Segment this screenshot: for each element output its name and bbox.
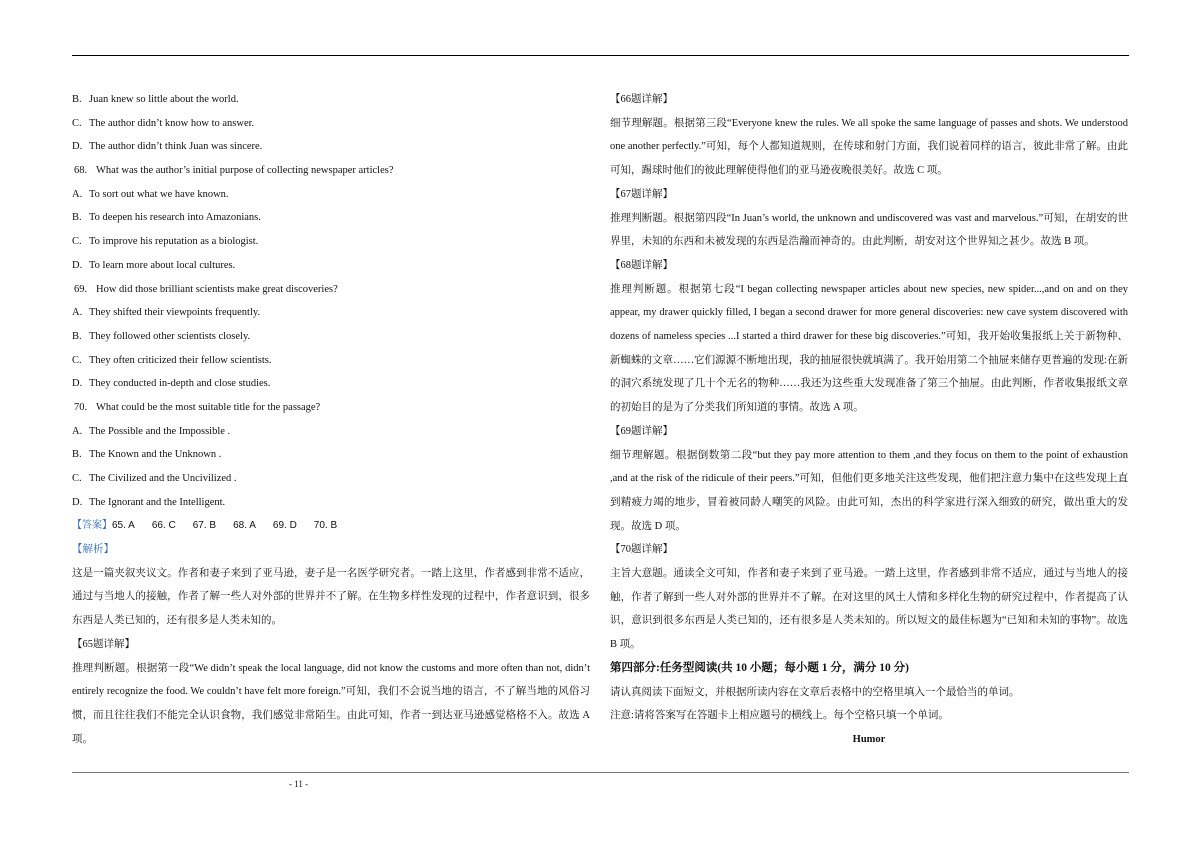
header-rule: [72, 55, 1129, 56]
q67-heading: 【67题详解】: [610, 188, 673, 200]
q69-explanation: 细节理解题。根据倒数第二段“but they pay more attention to them ,and they focus on them to the point of exhaustion ,and at the risk of the ridicule of their peers.”可知，但他们更多地关注这些发现，他们把注意力集中在这些发现上直到精疲力竭的地步，冒着被同龄人嘲笑的风险。由此可知，杰出的科学家进行深入细致的研究，做出重大的发现。故选 D 项。: [610, 449, 1128, 532]
q69-option-c: C. They often criticized their fellow scientists.: [72, 354, 272, 366]
answer-item: 67. B: [192, 520, 217, 532]
right-column: [610, 88, 1128, 752]
q66-explanation: 细节理解题。根据第三段“Everyone knew the rules. We all spoke the same language of passes and shots. We understood one another perfectly.”可知，每个人都知道规则，在传球和射门方面，我们说着同样的语言，彼此非常了解。由此可知，踢球时他们的彼此理解使得他们的亚马逊夜晚很美好。故选 C 项。: [610, 117, 1128, 177]
q69-option-b: B. They followed other scientists closely.: [72, 330, 251, 342]
answer-item: 70. B: [313, 520, 338, 532]
analysis-text: 这是一篇夹叙夹议文。作者和妻子来到了亚马逊，妻子是一名医学研究者。一踏上这里，作者感到非常不适应，通过与当地人的接触，作者了解一些人对外部的世界并不了解。在生物多样性发现的过程中，作者意识到，很多东西是人类已知的，还有很多是人类未知的。: [72, 567, 590, 627]
q68-heading: 【68题详解】: [610, 259, 673, 271]
q66-heading: 【66题详解】: [610, 94, 673, 105]
q65-heading: 【65题详解】: [72, 638, 135, 650]
q67-option-c: C. The author didn’t know how to answer.: [72, 117, 255, 129]
answer-item: 68. A: [233, 520, 256, 532]
question-69: [72, 278, 590, 396]
answer-item: 66. C: [151, 520, 176, 532]
q68-option-c: C. To improve his reputation as a biologist.: [72, 236, 259, 248]
q68-explanation: 推理判断题。根据第七段“I began collecting newspaper articles about new species, new spider...,and on and on they appear, my drawer quickly filled, I began a second drawer for more general discoveries: new cave system discovered with dozens of nameless species ...I started a third drawer for these big discoveries.”可知，我开始收集报纸上关于新物种、新蜘蛛的文章……它们源源不断地出现，我的抽屉很快就填满了。我开始用第二个抽屉来储存更普遍的发现:在新的洞穴系统发现了几十个无名的物种……我还为这些重大发现准备了第三个抽屉。由此判断，作者收集报纸文章的初始目的是为了分类我们所知道的事情。故选 A 项。: [610, 283, 1128, 414]
left-column: [72, 88, 590, 751]
q67-explanation: 推理判断题。根据第四段“In Juan’s world, the unknown and undiscovered was vast and marvelous.”可知，在胡安的世界里，未知的东西和未被发现的东西是浩瀚而神奇的。由此判断，胡安对这个世界知之甚少。故选 B 项。: [610, 212, 1128, 248]
passage-title: Humor: [852, 733, 886, 745]
q70-option-b: B. The Known and the Unknown .: [72, 449, 222, 461]
answer-key: [72, 514, 590, 538]
q70-stem: 70. What could be the most suitable title for the passage?: [74, 401, 321, 413]
q69-heading: 【69题详解】: [610, 425, 673, 437]
q70-option-d: D. The Ignorant and the Intelligent.: [72, 496, 226, 508]
section4-note: 注意:请将答案写在答题卡上相应题号的横线上。每个空格只填一个单词。: [610, 710, 949, 722]
answer-item: 69. D: [272, 520, 297, 532]
section4-instruction: 请认真阅读下面短文，并根据所读内容在文章后表格中的空格里填入一个最恰当的单词。: [610, 686, 1020, 698]
q65-explanation: 推理判断题。根据第一段“We didn’t speak the local language, did not know the customs and more often than not, didn’t entirely recognize the food. We couldn’t have felt more foreign.”可知，我们不会说当地的语言，不了解当地的风俗习惯，而且往往我们不能完全认识食物，我们感觉非常陌生。由此可知，作者一到达亚马逊感觉格格不入。故选 A 项。: [72, 662, 590, 745]
q68-option-a: A. To sort out what we have known.: [72, 188, 229, 200]
q68-option-d: D. To learn more about local cultures.: [72, 259, 236, 271]
q69-stem: 69. How did those brilliant scientists make great discoveries?: [74, 283, 338, 295]
q69-option-a: A. They shifted their viewpoints frequently.: [72, 307, 261, 319]
q68-stem: 68. What was the author’s initial purpose of collecting newspaper articles?: [74, 165, 394, 177]
q68-option-b: B. To deepen his research into Amazonians.: [72, 212, 261, 224]
q67-options: [72, 88, 590, 159]
q69-option-d: D. They conducted in-depth and close studies.: [72, 378, 271, 390]
q67-option-d: D. The author didn’t think Juan was sincere.: [72, 141, 263, 153]
q67-option-b: B. Juan knew so little about the world.: [72, 94, 239, 105]
answer-item: 65. A: [112, 520, 135, 532]
answer-label: 【答案】: [72, 520, 112, 532]
q70-explanation: 主旨大意题。通读全文可知，作者和妻子来到了亚马逊。一踏上这里，作者感到非常不适应，通过与当地人的接触，作者了解到一些人对外部的世界并不了解。在对这里的风土人情和多样化生物的研究过程中，作者提高了认识，意识到很多东西是人类已知的，还有很多是人类未知的。所以短文的最佳标题为“已知和未知的事物”。故选 B 项。: [610, 568, 1128, 651]
q70-option-a: A. The Possible and the Impossible .: [72, 425, 231, 437]
section4-title: 第四部分:任务型阅读(共 10 小题；每小题 1 分，满分 10 分): [610, 661, 909, 674]
analysis-label: 【解析】: [72, 544, 114, 556]
q70-option-c: C. The Civilized and the Uncivilized .: [72, 473, 237, 484]
q70-heading: 【70题详解】: [610, 544, 673, 556]
question-70: [72, 396, 590, 514]
page-number: - 11 -: [289, 779, 309, 789]
question-68: [72, 159, 590, 277]
footer-rule: [72, 772, 1129, 773]
